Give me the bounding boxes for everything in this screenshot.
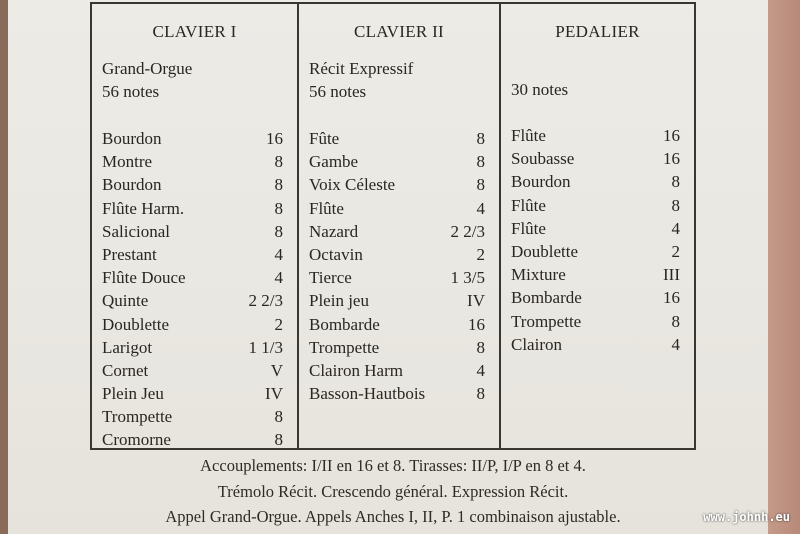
stop-pitch: 8 [476,384,485,404]
stop-name: Bourdon [102,175,162,195]
stop-name: Montre [102,152,153,172]
stop-name: Quinte [102,291,149,311]
stop-row [309,173,485,196]
stop-row [511,286,680,309]
stop-row [102,289,283,312]
stop-row [309,336,485,359]
stop-name: Doublette [511,241,579,261]
stop-pitch: 8 [274,175,283,195]
stop-pitch: 8 [476,152,485,172]
stop-row [309,220,485,243]
stop-name: Bombarde [309,314,380,334]
stop-pitch: 4 [274,268,283,288]
stop-pitch: 16 [663,126,680,145]
stop-name: Clairon Harm [309,360,403,380]
stop-pitch: 8 [274,152,283,172]
stop-name: Bombarde [511,288,582,308]
stop-pitch: 2 2/3 [248,291,283,311]
stop-pitch: 2 [476,244,485,264]
stop-name: Bourdon [102,129,162,148]
stop-row [511,310,680,333]
stop-name: Bourdon [511,172,571,192]
stop-row [102,243,283,266]
stop-pitch: 16 [663,288,680,308]
footer-couplers: Accouplements: I/II en 16 et 8. Tirasses: II/P, I/P en 8 et 4. [200,456,586,475]
stop-name: Trompette [309,337,380,357]
manual-name: Récit Expressif [309,59,414,78]
stop-name: Plein jeu [309,291,369,311]
column-clavier-1 [92,4,297,448]
stop-name: Mixture [511,265,566,285]
stop-name: Cornet [102,360,149,380]
column-title: CLAVIER II [353,22,445,41]
manual-notes: 56 notes [309,82,367,101]
stop-pitch: 8 [274,198,283,218]
stop-row [102,150,283,173]
stop-row [309,127,485,150]
stop-pitch: 4 [476,198,485,218]
stop-name: Flûte [511,218,546,238]
manual-notes: 30 notes [511,80,569,99]
stop-name: Clairon [511,334,562,354]
stop-row [511,263,680,286]
stop-pitch: IV [265,384,283,404]
stop-row [511,240,680,263]
stop-row [102,173,283,196]
stop-name: Basson-Hautbois [309,384,426,404]
stop-row [102,313,283,336]
watermark-text: www.johnh.eu [703,510,790,524]
stop-pitch: 8 [274,430,283,450]
stop-pitch: 8 [274,407,283,427]
stop-row [102,405,283,428]
stop-name: Tierce [309,268,352,288]
stop-pitch: III [663,265,680,285]
stop-pitch: 16 [468,314,485,334]
stop-row [102,336,283,359]
stop-row [511,124,680,147]
stop-row [511,217,680,240]
stop-row [102,127,283,150]
stop-name: Gambe [309,152,359,172]
stop-row [511,170,680,193]
stop-pitch: 2 2/3 [450,221,485,241]
stop-name: Trompette [102,407,173,427]
stop-pitch: 8 [274,221,283,241]
stop-name: Nazard [309,221,359,241]
stop-row [309,266,485,289]
stop-name: Larigot [102,337,153,357]
stop-pitch: 16 [266,129,283,148]
stop-pitch: 2 [671,241,680,261]
stop-pitch: IV [467,291,485,311]
stop-name: Octavin [309,244,363,264]
stop-name: Salicional [102,221,170,241]
column-title: PEDALIER [555,22,640,41]
wall-edge [768,0,800,534]
stoplist-table [90,2,696,450]
stop-pitch: 4 [671,334,680,354]
stop-row [309,150,485,173]
stop-pitch: 8 [671,195,680,215]
stop-name: Trompette [511,311,582,331]
stop-pitch: 2 [274,314,283,334]
stop-name: Flûte [511,126,546,145]
stop-name: Flûte [511,195,546,215]
stop-row [309,382,485,405]
stop-row [511,147,680,170]
stop-row [102,197,283,220]
stop-name: Prestant [102,244,157,264]
stop-row [309,313,485,336]
footer-combinations: Appel Grand-Orgue. Appels Anches I, II, P. 1 combinaison ajustable. [165,507,621,526]
stop-pitch: 4 [671,218,680,238]
stop-list [102,127,283,452]
stop-name: Cromorne [102,430,171,450]
stop-pitch: 4 [274,244,283,264]
stop-row [309,359,485,382]
stop-pitch: 8 [476,129,485,148]
stop-pitch: 8 [476,337,485,357]
manual-name: Grand-Orgue [102,59,193,78]
stop-pitch: 1 1/3 [248,337,283,357]
stop-row [309,289,485,312]
footer-accessories: Trémolo Récit. Crescendo général. Expression Récit. [217,482,569,501]
stop-name: Voix Céleste [309,175,396,195]
stop-row [102,428,283,451]
stop-name: Flûte Douce [102,268,186,288]
stop-row [309,197,485,220]
stop-name: Flûte Harm. [102,198,185,218]
stop-pitch: 1 3/5 [450,268,485,288]
stop-row [511,194,680,217]
stop-row [102,359,283,382]
stop-name: Doublette [102,314,170,334]
stop-list [511,124,680,356]
column-pedalier [499,4,694,448]
stop-pitch: 8 [671,172,680,192]
stop-pitch: 16 [663,149,680,169]
stop-pitch: V [270,360,283,380]
manual-notes: 56 notes [102,82,160,101]
stop-pitch: 8 [671,311,680,331]
stop-row [102,382,283,405]
stop-row [102,220,283,243]
stop-row [102,266,283,289]
stop-name: Fûte [309,129,340,148]
stop-pitch: 8 [476,175,485,195]
column-title: CLAVIER I [152,22,237,41]
stop-name: Soubasse [511,149,575,169]
stop-row [511,333,680,356]
stop-name: Flûte [309,198,344,218]
stop-row [309,243,485,266]
stop-list [309,127,485,405]
stop-name: Plein Jeu [102,384,164,404]
stop-pitch: 4 [476,360,485,380]
column-clavier-2 [297,4,499,448]
